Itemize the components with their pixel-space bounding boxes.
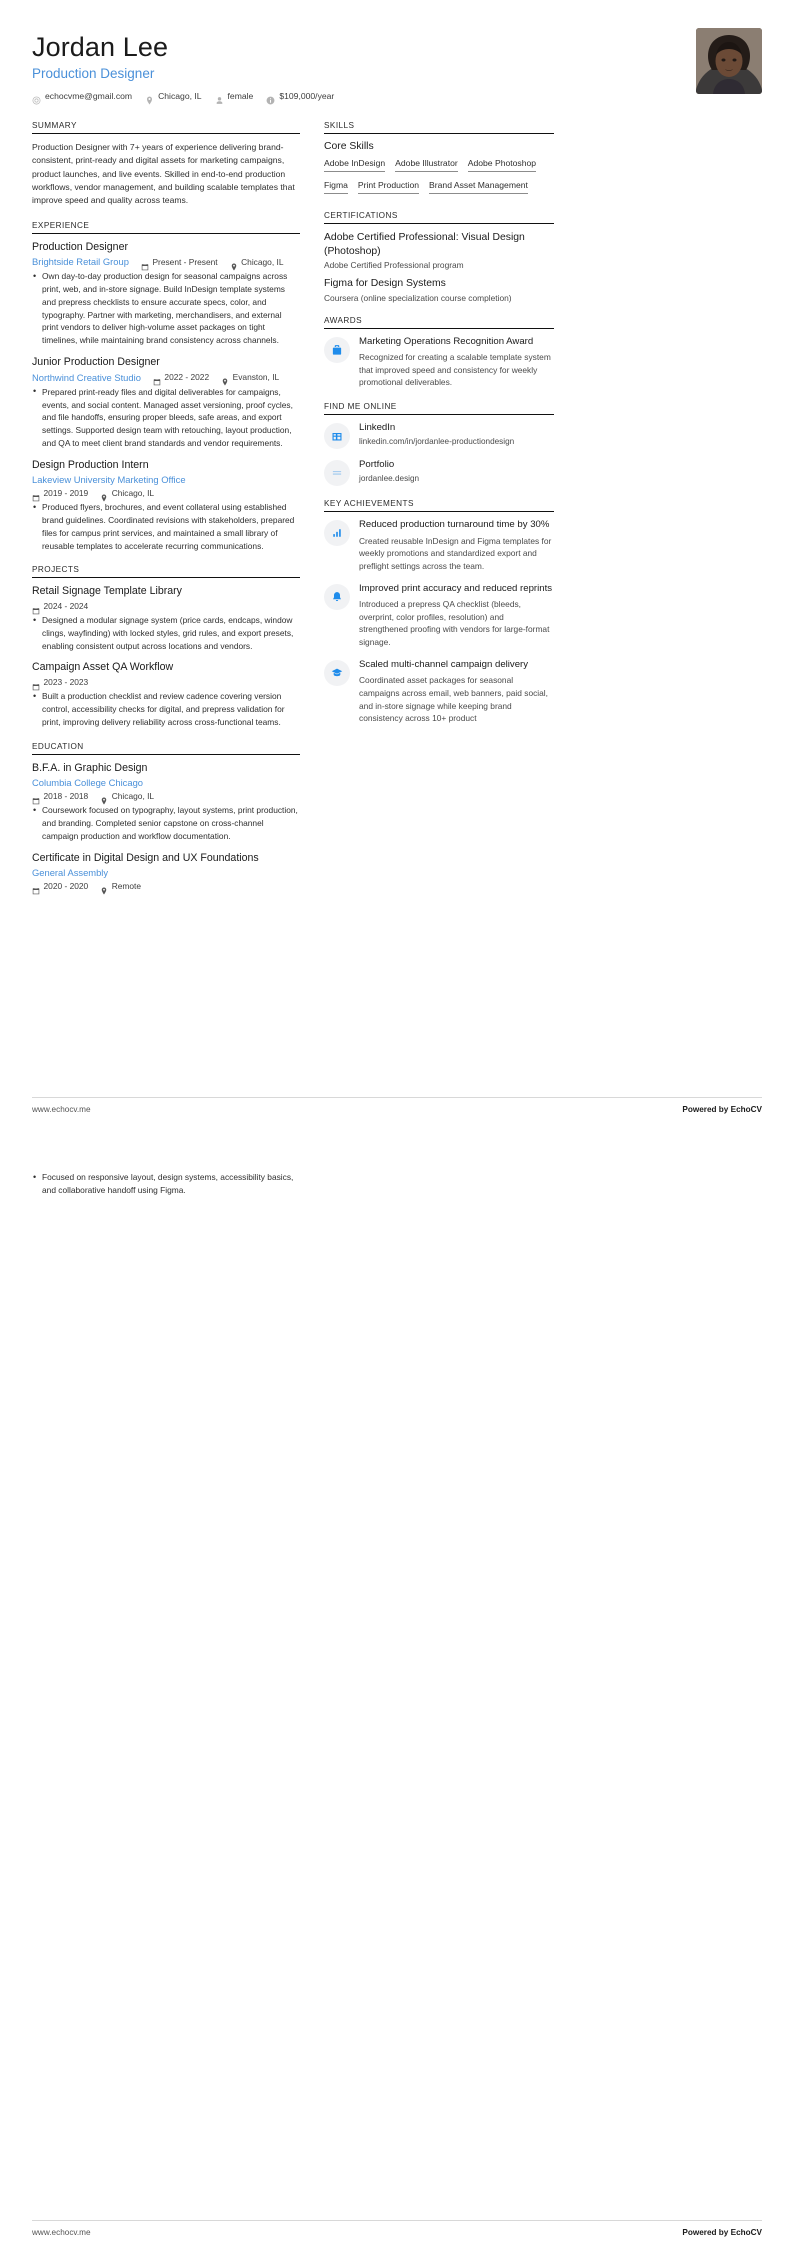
education-entry	[32, 852, 300, 892]
bullet-item: • Designed a modular signage system (price cards, endcaps, window clings, wayfinding) with locked styles, grid rules, and export presets, enabling consistent output across locations and vendors.	[32, 614, 300, 652]
bullet-item: • Focused on responsive layout, design systems, accessibility basics, and collaborative handoff using Figma.	[32, 1171, 300, 1197]
online-link-item[interactable]	[324, 422, 554, 449]
online-link-body	[359, 422, 554, 446]
right-column	[324, 121, 554, 738]
entry-organization[interactable]: Northwind Creative Studio	[32, 371, 141, 383]
resume-page-2	[0, 1123, 794, 2246]
entry-location	[100, 791, 154, 801]
skills-group-name: Core Skills	[324, 141, 374, 153]
certification-item	[324, 231, 554, 270]
entry-dates	[32, 881, 88, 891]
award-item	[324, 336, 554, 389]
section-rule	[324, 223, 554, 224]
calendar-icon	[32, 792, 40, 800]
location-pin-icon	[100, 489, 108, 497]
contact-email	[32, 91, 132, 101]
graduation-cap-icon	[324, 660, 350, 686]
page-footer-1	[32, 1097, 762, 1123]
entry-title: Campaign Asset QA Workflow	[32, 661, 174, 674]
portfolio-icon	[324, 460, 350, 486]
calendar-icon	[32, 678, 40, 686]
contact-salary	[266, 91, 334, 101]
footer-website[interactable]: www.echocv.me	[32, 1105, 91, 1114]
section-certifications	[324, 211, 554, 303]
achievement-title: Improved print accuracy and reduced reprints	[359, 582, 553, 594]
entry-dates	[32, 601, 88, 611]
entry-dates	[32, 677, 88, 687]
entry-bullets	[32, 614, 300, 652]
section-title-awards: AWARDS	[324, 315, 363, 325]
section-experience	[32, 221, 300, 553]
entry-location-text: Evanston, IL	[232, 372, 280, 383]
entry-meta	[32, 372, 300, 383]
award-title: Marketing Operations Recognition Award	[359, 335, 534, 347]
achievement-description: Coordinated asset packages for seasonal campaigns across email, web banners, paid social, and in-store signage while keeping brand consistency across 10+ product	[359, 675, 548, 724]
section-rule	[32, 133, 300, 134]
section-education-continued	[32, 1171, 300, 1197]
project-entry	[32, 585, 300, 652]
section-find-me-online	[324, 402, 554, 486]
entry-dates-text: Present - Present	[152, 256, 218, 267]
skills-chip-list	[324, 158, 554, 198]
section-skills	[324, 121, 554, 198]
award-description: Recognized for creating a scalable template system that improved speed and consistency for weekly promotional deliverables.	[359, 352, 551, 388]
experience-entry	[32, 459, 300, 553]
calendar-icon	[32, 882, 40, 890]
contact-location-text: Chicago, IL	[158, 91, 202, 102]
entry-title: Production Designer	[32, 240, 128, 253]
certification-issuer: Adobe Certified Professional program	[324, 260, 464, 271]
entry-meta-dates-row	[32, 881, 300, 891]
entry-bullets	[32, 501, 300, 552]
section-title-certifications: CERTIFICATIONS	[324, 211, 398, 221]
achievement-body	[359, 583, 554, 649]
online-link-title: Portfolio	[359, 459, 395, 471]
entry-title: Junior Production Designer	[32, 355, 160, 368]
entry-location-text: Chicago, IL	[241, 256, 284, 267]
achievement-item	[324, 659, 554, 725]
entry-dates-text: 2019 - 2019	[43, 488, 89, 499]
contact-location	[145, 91, 201, 101]
entry-location	[221, 372, 279, 382]
achievement-description: Introduced a prepress QA checklist (bleeds, overprint, color profiles, resolution) and strengthened proofing with vendors for large-format signage.	[359, 599, 550, 648]
bullet-item: • Produced flyers, brochures, and event collateral using established brand guidelines. Coordinated revisions with stakeholders, prepared files for campus print services, and maintained a small library of reusable templates to accelerate recurring communications.	[32, 501, 300, 552]
entry-bullets	[32, 690, 300, 728]
section-title-find-me-online: FIND ME ONLINE	[324, 402, 397, 412]
location-pin-icon	[100, 792, 108, 800]
entry-dates	[153, 372, 209, 382]
footer-website[interactable]: www.echocv.me	[32, 2228, 91, 2237]
certification-name: Figma for Design Systems	[324, 278, 446, 290]
section-education	[32, 742, 300, 892]
page-footer-2	[32, 2220, 762, 2246]
entry-location	[230, 257, 284, 267]
certification-issuer: Coursera (online specialization course completion)	[324, 292, 512, 303]
entry-meta	[32, 256, 300, 267]
section-title-experience: EXPERIENCE	[32, 220, 90, 230]
section-rule	[32, 577, 300, 578]
entry-meta	[32, 601, 300, 611]
achievement-title: Reduced production turnaround time by 30%	[359, 519, 550, 531]
section-key-achievements	[324, 499, 554, 725]
avatar-photo	[696, 28, 762, 94]
avatar	[696, 28, 762, 94]
section-rule	[324, 133, 554, 134]
entry-location-text: Remote	[111, 881, 142, 892]
info-circle-icon	[266, 92, 275, 101]
section-rule	[324, 511, 554, 512]
briefcase-icon	[324, 337, 350, 363]
linkedin-icon	[324, 423, 350, 449]
bullet-item: • Prepared print-ready files and digital deliverables for campaigns, events, and social content. Managed asset versioning, proof cycles, and file handoffs, ensuring proper bleeds, safe areas, and export settings. Supported design team with retouching, layout production, and QA to meet client brand standards and vendor requirements.	[32, 386, 300, 450]
contact-gender-text: female	[227, 91, 254, 102]
entry-dates-text: 2022 - 2022	[164, 372, 210, 383]
section-rule	[324, 414, 554, 415]
bullet-item: • Coursework focused on typography, layout systems, print production, and branding. Completed senior capstone on cross-channel campaign production and workflow documentation.	[32, 804, 300, 842]
entry-organization[interactable]: Lakeview University Marketing Office	[32, 474, 186, 486]
footer-branding: Powered by EchoCV	[682, 1105, 762, 1114]
entry-title: Design Production Intern	[32, 458, 149, 471]
project-entry	[32, 661, 300, 728]
calendar-icon	[141, 258, 149, 266]
entry-meta	[32, 677, 300, 687]
entry-dates-text: 2023 - 2023	[43, 677, 89, 688]
entry-location	[100, 881, 141, 891]
entry-meta	[32, 777, 300, 788]
education-entry	[32, 762, 300, 843]
entry-bullets	[32, 270, 300, 347]
online-link-body	[359, 459, 554, 483]
bell-icon	[324, 584, 350, 610]
entry-title: Retail Signage Template Library	[32, 585, 182, 598]
entry-meta-dates-row	[32, 488, 300, 498]
skill-chip: Figma	[324, 180, 348, 194]
entry-meta	[32, 867, 300, 878]
entry-dates-text: 2020 - 2020	[43, 881, 89, 892]
section-projects	[32, 565, 300, 728]
achievement-body	[359, 659, 554, 725]
online-link-url[interactable]: jordanlee.design	[359, 473, 420, 483]
section-rule	[32, 754, 300, 755]
left-column	[32, 121, 300, 904]
calendar-icon	[32, 602, 40, 610]
achievement-body	[359, 519, 554, 572]
entry-title: B.F.A. in Graphic Design	[32, 761, 148, 774]
section-rule	[32, 233, 300, 234]
entry-organization[interactable]: Columbia College Chicago	[32, 777, 143, 789]
award-body	[359, 336, 554, 389]
entry-dates	[32, 488, 88, 498]
resume-columns	[32, 121, 762, 904]
skill-chip: Adobe InDesign	[324, 158, 385, 172]
section-title-skills: SKILLS	[324, 121, 355, 131]
contact-gender	[215, 91, 254, 101]
calendar-icon	[32, 489, 40, 497]
resume-header	[32, 28, 762, 101]
bullet-item: • Built a production checklist and review cadence covering version control, accessibility checks for digital, and prepress validation for print, improving delivery reliability across cross-functional teams.	[32, 690, 300, 728]
contact-list	[32, 91, 334, 101]
resume-columns-page2	[32, 1171, 762, 1210]
calendar-icon	[153, 373, 161, 381]
candidate-name: Jordan Lee	[32, 32, 169, 62]
left-column-page2	[32, 1171, 300, 1210]
entry-location-text: Chicago, IL	[111, 791, 155, 802]
location-pin-icon	[100, 882, 108, 890]
online-link-item[interactable]	[324, 459, 554, 486]
achievement-description: Created reusable InDesign and Figma templates for weekly promotions and standardized export and preflight settings across the team.	[359, 535, 552, 571]
section-awards	[324, 316, 554, 389]
entry-dates	[141, 257, 218, 267]
certification-item	[324, 277, 554, 303]
achievement-item	[324, 583, 554, 649]
achievement-item	[324, 519, 554, 572]
location-pin-icon	[230, 258, 238, 266]
skill-chip: Print Production	[358, 180, 419, 194]
online-link-title: LinkedIn	[359, 422, 396, 434]
experience-entry	[32, 241, 300, 347]
header-text-block	[32, 28, 334, 101]
certification-name: Adobe Certified Professional: Visual Design (Photoshop)	[324, 232, 525, 257]
email-icon	[32, 92, 41, 101]
skill-chip: Adobe Photoshop	[468, 158, 536, 172]
entry-meta	[32, 474, 300, 485]
entry-dates	[32, 791, 88, 801]
experience-entry	[32, 356, 300, 450]
contact-email-text: echocvme@gmail.com	[45, 91, 133, 102]
contact-salary-text: $109,000/year	[279, 91, 335, 102]
section-title-key-achievements: KEY ACHIEVEMENTS	[324, 499, 414, 509]
person-icon	[215, 92, 224, 101]
entry-bullets	[32, 1171, 300, 1197]
entry-organization[interactable]: General Assembly	[32, 867, 109, 879]
candidate-role: Production Designer	[32, 66, 155, 82]
summary-text: Production Designer with 7+ years of experience delivering brand-consistent, print-ready and digital assets for marketing campaigns, product launches, and live events. Skilled in end-to-end production workflows, vendor management, and building scalable templates that improve speed and quality across teams.	[32, 142, 295, 206]
skill-chip: Adobe Illustrator	[395, 158, 458, 172]
entry-meta-dates-row	[32, 791, 300, 801]
entry-dates-text: 2024 - 2024	[43, 601, 89, 612]
location-pin-icon	[221, 373, 229, 381]
section-title-education: EDUCATION	[32, 741, 84, 751]
achievement-title: Scaled multi-channel campaign delivery	[359, 658, 529, 670]
section-rule	[324, 328, 554, 329]
entry-location-text: Chicago, IL	[111, 488, 155, 499]
entry-bullets	[32, 804, 300, 842]
bullet-item: • Own day-to-day production design for seasonal campaigns across print, web, and in-store signage. Build InDesign template systems and prepress checklists to ensure accurate specs, color, and typography. Partner with marketing, merchandisers, and external print vendors to deliver high-volume asset packages on tight timelines, while maintaining brand consistency across channels.	[32, 270, 300, 347]
entry-dates-text: 2018 - 2018	[43, 791, 89, 802]
entry-title: Certificate in Digital Design and UX Foundations	[32, 851, 259, 864]
section-title-summary: SUMMARY	[32, 121, 77, 131]
section-summary	[32, 121, 300, 208]
online-link-url[interactable]: linkedin.com/in/jordanlee-productiondesign	[359, 436, 515, 446]
entry-bullets	[32, 386, 300, 450]
footer-branding: Powered by EchoCV	[682, 2228, 762, 2237]
section-title-projects: PROJECTS	[32, 565, 80, 575]
bar-chart-icon	[324, 520, 350, 546]
entry-location	[100, 488, 154, 498]
location-pin-icon	[145, 92, 154, 101]
entry-organization[interactable]: Brightside Retail Group	[32, 256, 129, 268]
skill-chip: Brand Asset Management	[429, 180, 528, 194]
